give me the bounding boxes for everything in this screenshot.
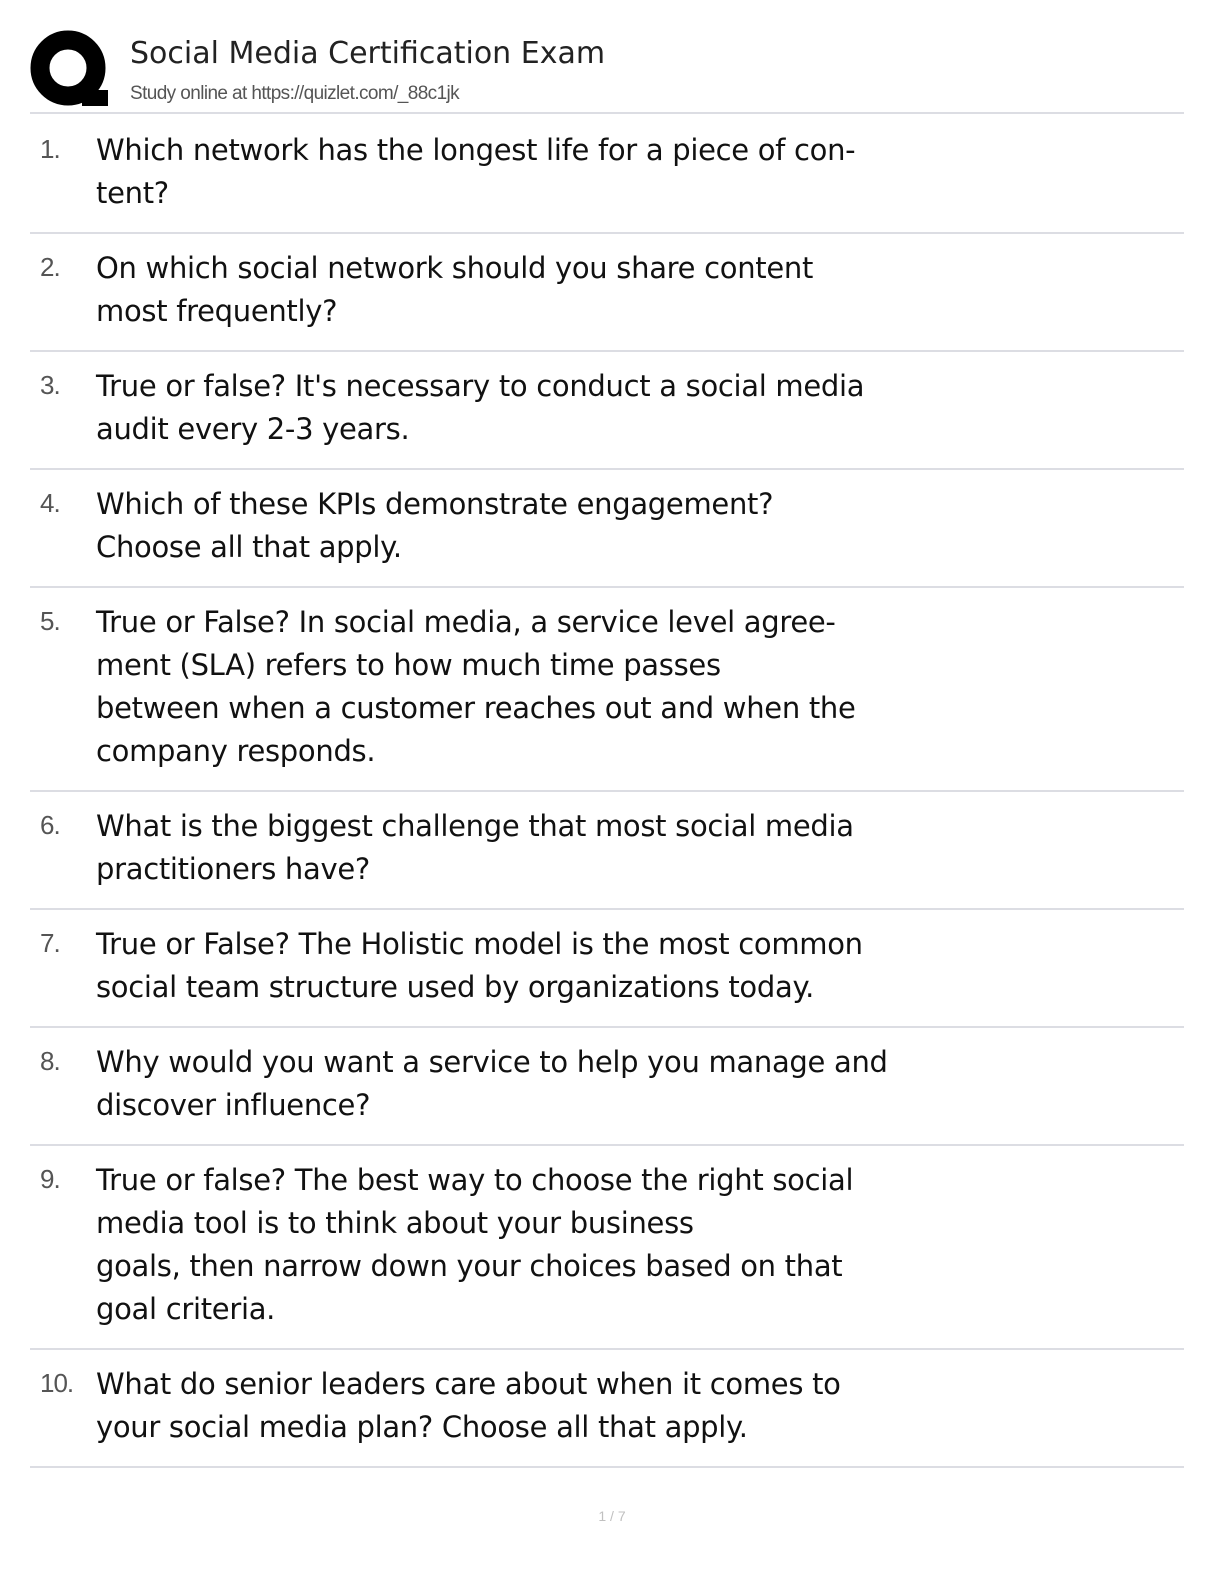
question-line: practitioners have? bbox=[96, 852, 370, 886]
question-line: Choose all that apply. bbox=[96, 530, 402, 564]
question-number: 6. bbox=[40, 810, 60, 840]
page-header bbox=[30, 28, 1184, 114]
question-number: 9. bbox=[40, 1164, 60, 1194]
question-text bbox=[96, 483, 916, 569]
page-title: Social Media Certification Exam bbox=[130, 36, 606, 71]
question-text bbox=[96, 601, 916, 773]
question-number: 5. bbox=[40, 606, 60, 636]
question-line: most frequently? bbox=[96, 294, 338, 328]
question-line: On which social network should you share content bbox=[96, 251, 814, 285]
question-line: What is the biggest challenge that most social media bbox=[96, 809, 854, 843]
question-item bbox=[30, 1146, 1184, 1350]
question-line: Which network has the longest life for a piece of con- bbox=[96, 133, 856, 167]
question-number: 1. bbox=[40, 134, 60, 164]
question-text bbox=[96, 1363, 916, 1449]
question-text bbox=[96, 1159, 916, 1331]
question-line: True or false? The best way to choose the right social bbox=[96, 1163, 854, 1197]
question-text bbox=[96, 1041, 916, 1127]
question-line: between when a customer reaches out and when the bbox=[96, 691, 856, 725]
question-number: 4. bbox=[40, 488, 60, 518]
question-item bbox=[30, 1350, 1184, 1468]
question-text bbox=[96, 805, 916, 891]
question-line: discover influence? bbox=[96, 1088, 371, 1122]
question-line: tent? bbox=[96, 176, 169, 210]
question-text bbox=[96, 365, 916, 451]
question-item bbox=[30, 910, 1184, 1028]
question-line: True or False? The Holistic model is the most common bbox=[96, 927, 863, 961]
question-item bbox=[30, 588, 1184, 792]
page-number: 1 / 7 bbox=[598, 1508, 626, 1524]
question-list bbox=[30, 116, 1184, 1468]
question-item bbox=[30, 470, 1184, 588]
question-line: media tool is to think about your business bbox=[96, 1206, 694, 1240]
question-line: audit every 2-3 years. bbox=[96, 412, 410, 446]
question-item bbox=[30, 1028, 1184, 1146]
question-number: 10. bbox=[40, 1368, 74, 1398]
question-line: Why would you want a service to help you manage and bbox=[96, 1045, 888, 1079]
question-item bbox=[30, 792, 1184, 910]
question-text bbox=[96, 129, 916, 215]
question-line: True or false? It's necessary to conduct a social media bbox=[96, 369, 865, 403]
question-item bbox=[30, 116, 1184, 234]
question-line: company responds. bbox=[96, 734, 376, 768]
question-number: 3. bbox=[40, 370, 60, 400]
question-line: goals, then narrow down your choices based on that bbox=[96, 1249, 843, 1283]
question-item bbox=[30, 234, 1184, 352]
question-text bbox=[96, 923, 916, 1009]
question-line: social team structure used by organizations today. bbox=[96, 970, 815, 1004]
question-number: 2. bbox=[40, 252, 60, 282]
question-line: Which of these KPIs demonstrate engagement? bbox=[96, 487, 774, 521]
study-online-link[interactable]: Study online at https://quizlet.com/_88c1jk bbox=[130, 83, 460, 104]
question-line: True or False? In social media, a service level agree- bbox=[96, 605, 836, 639]
question-line: goal criteria. bbox=[96, 1292, 276, 1326]
question-line: your social media plan? Choose all that apply. bbox=[96, 1410, 748, 1444]
question-line: What do senior leaders care about when it comes to bbox=[96, 1367, 841, 1401]
question-number: 7. bbox=[40, 928, 60, 958]
question-item bbox=[30, 352, 1184, 470]
question-text bbox=[96, 247, 916, 333]
quizlet-logo-icon bbox=[30, 30, 110, 110]
question-line: ment (SLA) refers to how much time passes bbox=[96, 648, 721, 682]
question-number: 8. bbox=[40, 1046, 60, 1076]
